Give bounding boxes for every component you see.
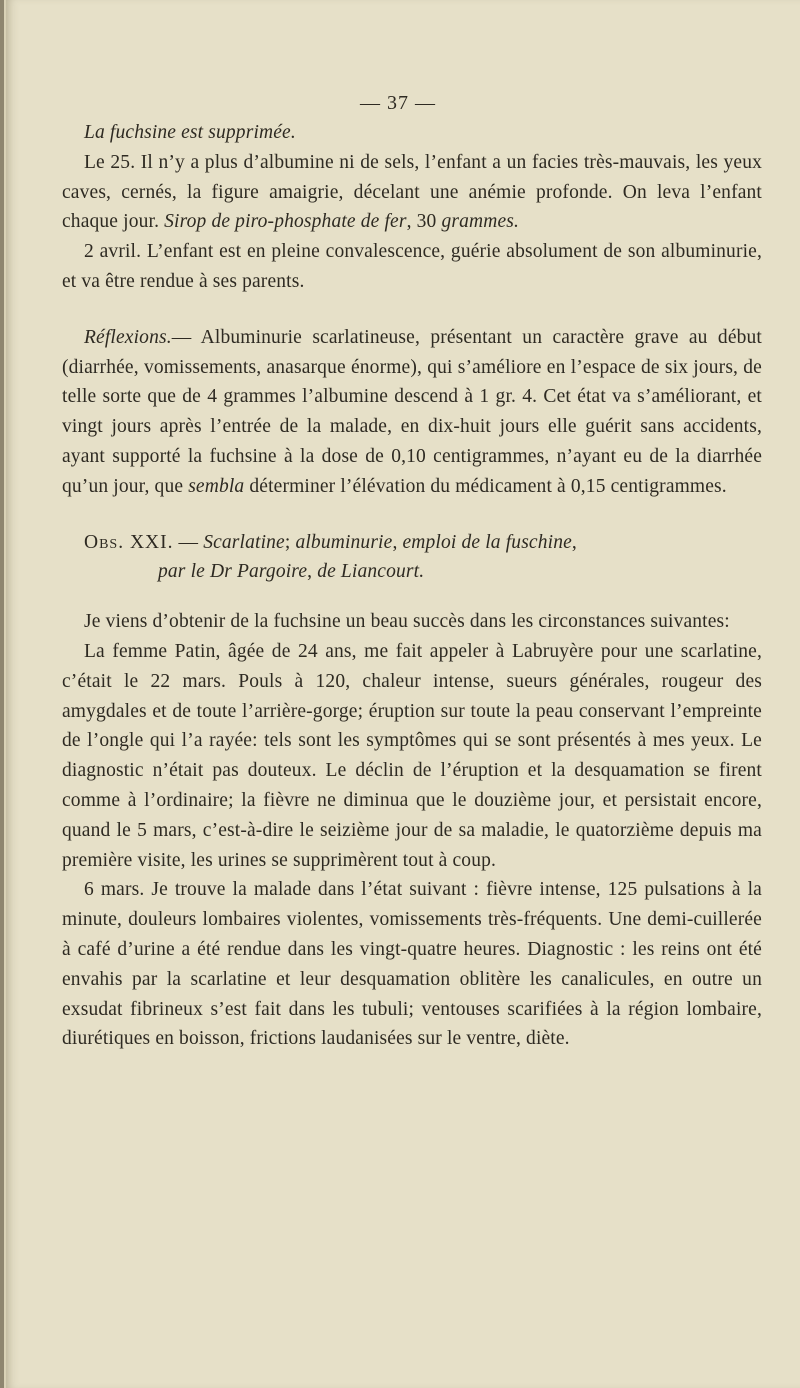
page-number: — 37 —: [360, 92, 436, 114]
paragraph-femme-patin: La femme Patin, âgée de 24 ans, me fait appeler à Labruyère pour une scarlatine, c’était le 22 mars. Pouls à 120, chaleur intense, sueurs générales, rougeur des amygdales et de toute l’arrière-gorge; éruption sur toute la peau conservant l’empreinte de l’ongle qui l’a rayée: tels sont les symptômes qui se sont présentés à mes yeux. Le diagnostic n’était pas douteux. Le déclin de l’éruption et la desquamation se firent comme à l’ordinaire; la fièvre ne diminua que le douzième jour, et persistait encore, quand le 5 mars, c’est-à-dire le seizième jour de sa maladie, le quatorzième depuis ma première visite, les urines se supprimèrent tout à coup.: [62, 640, 762, 871]
binding-edge: [0, 0, 4, 1388]
paragraph-2-avril: 2 avril. L’enfant est en pleine convalescence, guérie absolument de son albuminurie, et va être rendue à ses parents.: [62, 241, 762, 292]
page-text: [62, 118, 762, 1054]
observation-title: Obs. XXI. — Scarlatine; albuminurie, emploi de la fuschine, par le Dr Pargoire, de Liancourt.: [84, 531, 577, 583]
italic-note: La fuchsine est supprimée.: [84, 122, 296, 143]
paragraph-le-25: Le 25. Il n’y a plus d’albumine ni de sels, l’enfant a un facies très-mauvais, les yeux caves, cernés, la figure amaigrie, décelant une anémie profonde. On leva l’enfant chaque jour. Sirop de piro-phosphate de fer, 30 grammes.: [62, 151, 762, 233]
reflexions-heading: Réflexions.: [84, 326, 172, 348]
paragraph-je-viens: Je viens d’obtenir de la fuchsine un beau succès dans les circonstances suivantes:: [84, 611, 730, 633]
observation-label: Obs. XXI.: [84, 531, 174, 553]
paragraph-6-mars: 6 mars. Je trouve la malade dans l’état suivant : fièvre intense, 125 pulsations à la minute, douleurs lombaires violentes, vomissements très-fréquents. Une demi-cuillerée à café d’urine a été rendue dans les vingt-quatre heures. Diagnostic : les reins ont été envahis par la scarlatine et leur desquamation oblitère les canalicules, en outre un exsudat fibrineux s’est fait dans les tubuli; ventouses scarifiées à la région lombaire, diurétiques en boisson, frictions laudanisées sur le ventre, diète.: [62, 879, 762, 1050]
paragraph-fuchsine-supprimee: [62, 118, 762, 148]
paragraph-reflexions: Réflexions.— Albuminurie scarlatineuse, présentant un caractère grave au début (diarrhée, vomissements, anasarque énorme), qui s’améliore en l’espace de six jours, de telle sorte que de 4 grammes l’albumine descend à 1 gr. 4. Cet état va s’améliorant, et vingt jours après l’entrée de la malade, en dix-huit jours elle guérit sans accidents, ayant supporté la fuchsine à la dose de 0,10 centigrammes, n’ayant eu de la diarrhée qu’un jour, que sembla déterminer l’élévation du médicament à 0,15 centigrammes.: [62, 326, 762, 497]
